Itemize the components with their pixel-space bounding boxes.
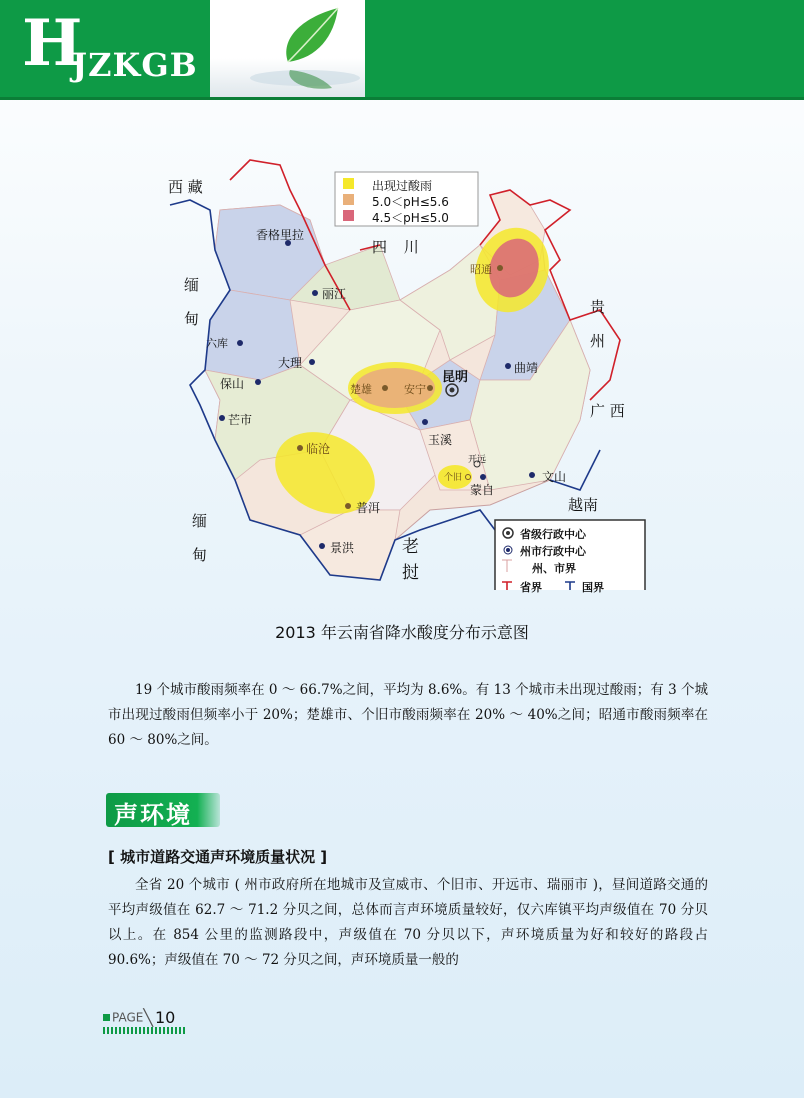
region-guangxi: 广 西	[590, 402, 625, 420]
city-yuxi: 玉溪	[428, 433, 453, 447]
page-decoration-bars	[103, 1027, 187, 1034]
page-number-tag	[103, 1007, 175, 1027]
map-caption: 2013 年云南省降水酸度分布示意图	[275, 623, 529, 642]
legend-acid-rain: 出现过酸雨	[372, 179, 433, 193]
city-anning: 安宁	[404, 383, 426, 396]
city-xianggelila: 香格里拉	[256, 228, 305, 242]
legend-ph-5-0-5-6: 5.0＜pH≤5.6	[372, 195, 449, 209]
city-kunming: 昆明	[442, 370, 469, 385]
city-qujing: 曲靖	[514, 361, 539, 375]
city-wenshan: 文山	[542, 470, 567, 484]
region-miandian-top-2: 甸	[184, 310, 200, 328]
leaf-image	[210, 0, 365, 97]
logo-initial: H	[22, 6, 84, 81]
city-gejiu: 个旧	[444, 473, 463, 483]
legend-province-border: 省界	[520, 581, 542, 594]
region-sichuan: 四 川	[372, 238, 425, 256]
region-xizang: 西 藏	[168, 178, 203, 196]
city-lincang: 临沧	[306, 442, 331, 456]
region-laowo-1: 老	[402, 537, 419, 557]
header-rule	[0, 97, 804, 100]
city-lijiang: 丽江	[322, 287, 347, 301]
city-kaiyuan: 开远	[468, 455, 487, 465]
region-miandian-bot-1: 缅	[192, 512, 208, 530]
page-marker-icon	[103, 1014, 110, 1021]
section-title-badge	[106, 793, 220, 827]
legend-prefecture-border: 州、市界	[532, 562, 576, 575]
city-puer: 普洱	[356, 501, 381, 515]
city-mangshi: 芒市	[228, 413, 253, 427]
region-miandian-bot-2: 甸	[192, 546, 208, 564]
section-title: 声环境	[114, 801, 192, 829]
noise-paragraph: 全省 20 个城市 ( 州市政府所在地城市及宣威市、个旧市、开远市、瑞丽市 )，昼间道路交通的平均声级值在 62.7 ～ 71.2 分贝之间，总体而言声环境质量较好，仅六库镇平均声级值在 70 分贝以上。在 854 公里的监测路段中，声级值在 70 分贝以下，声环境质量为好和较好的路段占 90.6%；声级值在 70 ～ 72 分贝之间，声环境质量一般的	[108, 877, 708, 968]
region-yuenan: 越南	[568, 496, 599, 514]
subheading: [ 城市道路交通声环境质量状况 ]	[108, 848, 328, 866]
magazine-logo	[0, 0, 210, 97]
legend-ph-4-5-5-0: 4.5＜pH≤5.0	[372, 211, 449, 225]
legend-prefecture-center: 州市行政中心	[520, 545, 586, 558]
acid-rain-paragraph: 19 个城市酸雨频率在 0 ～ 66.7%之间，平均为 8.6%。有 13 个城市未出现过酸雨；有 3 个城市出现过酸雨但频率小于 20%；楚雄市、个旧市酸雨频率在 20% ～ 40%之间；昭通市酸雨频率在 60 ～ 80%之间。	[108, 682, 708, 748]
city-jinghong: 景洪	[330, 541, 355, 555]
page-number: 10	[155, 1008, 176, 1027]
city-liuku: 六库	[206, 337, 228, 350]
page-word: PAGE	[112, 1010, 144, 1025]
region-guizhou-2: 州	[590, 332, 606, 350]
region-guizhou-1: 贵	[590, 298, 606, 316]
city-baoshan: 保山	[220, 377, 245, 391]
city-zhaotong: 昭通	[470, 263, 492, 276]
page-slash: ╲	[143, 1008, 153, 1027]
region-miandian-top-1: 缅	[184, 276, 200, 294]
acid-rain-map	[150, 150, 660, 594]
city-mengzi: 蒙自	[470, 483, 495, 497]
city-chuxiong: 楚雄	[350, 383, 372, 396]
logo-text: JZKGB	[72, 46, 198, 84]
region-laowo-2: 挝	[402, 563, 419, 583]
legend-national-border: 国界	[582, 581, 604, 594]
header-bar	[365, 0, 804, 97]
legend-provincial-center: 省级行政中心	[520, 528, 586, 541]
page-header	[0, 0, 804, 97]
city-dali: 大理	[278, 356, 303, 370]
